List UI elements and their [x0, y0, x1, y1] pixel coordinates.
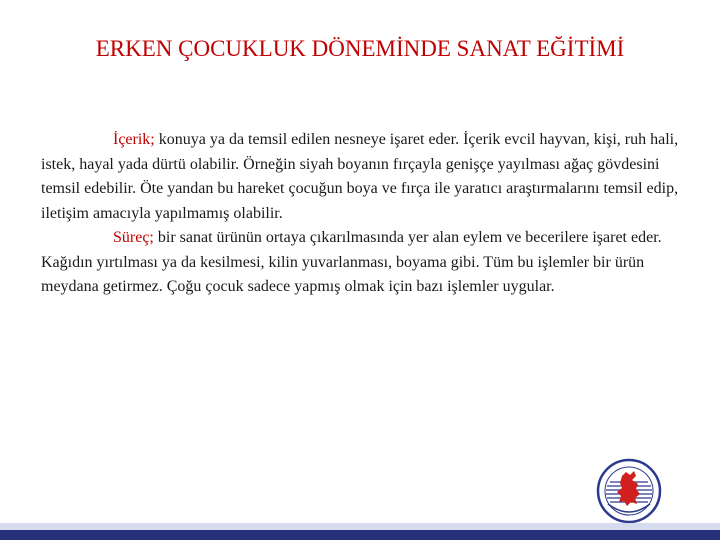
term-process: Süreç; — [113, 229, 154, 246]
footer-band-light — [0, 523, 720, 530]
slide-title: ERKEN ÇOCUKLUK DÖNEMİNDE SANAT EĞİTİMİ — [95, 36, 625, 61]
paragraph-content-text: konuya ya da temsil edilen nesneye işaret eder. İçerik evcil hayvan, kişi, ruh hali, istek, hayal yada dürtü olabilir. Örneğin siyah boyanın fırçayla genişçe yayılması ağaç gövdesini temsil edebilir. Öte yandan bu hareket çocuğun boya ve fırça ile yaratıcı araştırmalarını temsil edip, iletişim amacıyla yapılmamış olabilir. — [41, 131, 679, 222]
term-content: İçerik; — [113, 131, 155, 148]
slide-body — [41, 128, 681, 300]
paragraph-content — [41, 128, 681, 226]
university-seal-icon — [596, 458, 662, 524]
footer-band-dark — [0, 530, 720, 540]
paragraph-process-text: bir sanat ürünün ortaya çıkarılmasında yer alan eylem ve becerilere işaret eder. Kağıdın yırtılması ya da kesilmesi, kilin yuvarlanması, boyama gibi. Tüm bu işlemler bir ürün meydana getirmez. Çoğu çocuk sadece yapmış olmak için bazı işlemler uygular. — [41, 229, 662, 295]
paragraph-process — [41, 226, 681, 300]
